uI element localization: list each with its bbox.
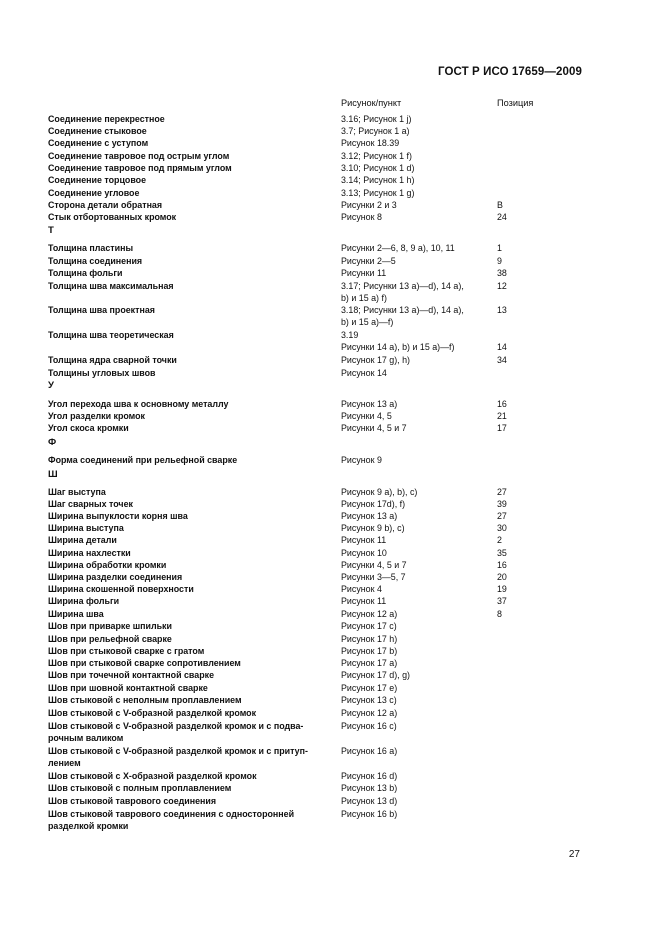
entry-term: Ширина выпуклости корня шва [48, 511, 188, 521]
entry-figure-ref: Рисунок 13 c) [341, 695, 397, 705]
entry-figure-ref: 3.18; Рисунки 13 a)—d), 14 a), [341, 305, 464, 315]
section-letter-row [0, 469, 661, 481]
index-entry [0, 242, 661, 254]
index-entry [0, 199, 661, 211]
entry-figure-ref: Рисунок 17 b) [341, 646, 398, 656]
entry-position: 39 [497, 499, 507, 509]
entry-position: 20 [497, 572, 507, 582]
entry-term: Ширина выступа [48, 523, 124, 533]
index-entry [0, 782, 661, 794]
entry-term: Ширина разделки соединения [48, 572, 183, 582]
entry-term: Шов стыковой с V-образной разделкой кромок и с притуп- [48, 746, 308, 756]
section-letter-row [0, 380, 661, 392]
entry-term: Шов стыковой таврового соединения [48, 796, 217, 806]
entry-term-continuation: лением [48, 758, 81, 769]
entry-position: 1 [497, 243, 502, 253]
index-entry [0, 657, 661, 669]
entry-figure-ref: Рисунок 12 a) [341, 708, 398, 718]
entry-figure-ref-continuation: b) и 15 a)—f) [341, 317, 394, 328]
index-entry [0, 187, 661, 199]
entry-term: Соединение с уступом [48, 138, 149, 148]
index-entry [0, 547, 661, 559]
entry-figure-ref: Рисунок 10 [341, 548, 387, 558]
entry-figure-ref: 3.17; Рисунки 13 a)—d), 14 a), [341, 281, 464, 291]
entry-figure-ref: Рисунок 13 b) [341, 783, 398, 793]
entry-position: 27 [497, 487, 507, 497]
entry-term: Шов при стыковой сварке сопротивлением [48, 658, 241, 668]
entry-term: Ширина детали [48, 535, 117, 545]
entry-term: Толщины угловых швов [48, 368, 156, 378]
entry-position: 16 [497, 399, 507, 409]
entry-figure-ref: Рисунок 12 a) [341, 609, 398, 619]
entry-figure-ref: Рисунок 13 d) [341, 796, 398, 806]
entry-figure-ref: 3.12; Рисунок 1 f) [341, 151, 412, 161]
entry-position: 2 [497, 535, 502, 545]
entry-term: Шов при стыковой сварке с гратом [48, 646, 205, 656]
section-letter-row [0, 225, 661, 237]
entry-term: Форма соединений при рельефной сварке [48, 455, 238, 465]
index-entry [0, 720, 661, 744]
entry-term-continuation: рочным валиком [48, 733, 124, 744]
entry-term: Шов стыковой с полным проплавлением [48, 783, 232, 793]
entry-position: 13 [497, 305, 507, 315]
section-letter-row [0, 437, 661, 449]
index-entry [0, 645, 661, 657]
entry-term-continuation: разделкой кромки [48, 821, 129, 832]
column-header-figure: Рисунок/пункт [341, 98, 402, 108]
entry-figure-ref: Рисунки 11 [341, 268, 387, 278]
entry-figure-ref: Рисунки 2—5 [341, 256, 396, 266]
entry-figure-ref: Рисунки 4, 5 и 7 [341, 423, 407, 433]
entry-figure-ref: 3.16; Рисунок 1 j) [341, 114, 412, 124]
entry-figure-ref: Рисунок 9 b), c) [341, 523, 405, 533]
index-entry [0, 354, 661, 366]
entry-term: Ширина нахлестки [48, 548, 131, 558]
index-entry [0, 486, 661, 498]
entry-figure-ref: Рисунок 9 [341, 455, 382, 465]
entry-position: 38 [497, 268, 507, 278]
entry-figure-ref: Рисунок 17 h) [341, 634, 398, 644]
index-entry [0, 795, 661, 807]
entry-term: Соединение угловое [48, 188, 140, 198]
entry-term: Шаг выступа [48, 487, 106, 497]
entry-term: Шаг сварных точек [48, 499, 133, 509]
entry-position: 34 [497, 355, 507, 365]
index-entry [0, 669, 661, 681]
entry-term: Толщина шва проектная [48, 305, 155, 315]
index-entry [0, 559, 661, 571]
column-header-position: Позиция [497, 98, 534, 108]
index-entry [0, 410, 661, 422]
index-entry [0, 534, 661, 546]
entry-term: Шов при точечной контактной сварке [48, 670, 215, 680]
entry-term: Ширина скошенной поверхности [48, 584, 194, 594]
entry-figure-ref: Рисунок 11 [341, 535, 387, 545]
entry-figure-ref: Рисунок 17 g), h) [341, 355, 410, 365]
entry-figure-ref: Рисунок 4 [341, 584, 382, 594]
index-entry [0, 398, 661, 410]
entry-term: Угол скоса кромки [48, 423, 129, 433]
section-letter: Ш [48, 469, 58, 480]
index-entry [0, 174, 661, 186]
entry-position: B [497, 200, 503, 210]
entry-term: Толщина фольги [48, 268, 123, 278]
index-entry [0, 267, 661, 279]
entry-figure-ref: Рисунок 18.39 [341, 138, 400, 148]
index-entry [0, 770, 661, 782]
entry-term: Шов стыковой с V-образной разделкой кромок и с подва- [48, 721, 304, 731]
entry-position: 19 [497, 584, 507, 594]
entry-term: Толщина ядра сварной точки [48, 355, 177, 365]
entry-term: Стык отбортованных кромок [48, 212, 177, 222]
entry-term: Соединение стыковое [48, 126, 147, 136]
entry-term: Соединение тавровое под острым углом [48, 151, 230, 161]
section-letter: У [48, 380, 54, 391]
index-entry [0, 150, 661, 162]
entry-term: Шов при рельефной сварке [48, 634, 172, 644]
entry-term: Шов при приварке шпильки [48, 621, 172, 631]
entry-term: Шов стыковой с неполным проплавлением [48, 695, 242, 705]
entry-figure-ref: Рисунок 16 b) [341, 809, 398, 819]
index-entry [0, 498, 661, 510]
entry-term: Угол разделки кромок [48, 411, 145, 421]
entry-figure-ref: Рисунок 17 a) [341, 658, 398, 668]
index-entry [0, 682, 661, 694]
entry-term: Толщина шва теоретическая [48, 330, 174, 340]
index-entry [0, 694, 661, 706]
entry-position: 17 [497, 423, 507, 433]
entry-term: Толщина соединения [48, 256, 143, 266]
entry-position: 30 [497, 523, 507, 533]
entry-figure-ref: Рисунок 13 a) [341, 399, 398, 409]
entry-figure-ref: Рисунки 4, 5 и 7 [341, 560, 407, 570]
entry-position: 9 [497, 256, 502, 266]
entry-position: 8 [497, 609, 502, 619]
entry-figure-ref: Рисунок 11 [341, 596, 387, 606]
index-entry [0, 304, 661, 328]
entry-figure-ref: Рисунок 17 e) [341, 683, 398, 693]
entry-figure-ref: 3.10; Рисунок 1 d) [341, 163, 415, 173]
entry-position: 37 [497, 596, 507, 606]
index-entry [0, 808, 661, 832]
index-entry [0, 571, 661, 583]
index-entry [0, 422, 661, 434]
entry-position: 35 [497, 548, 507, 558]
index-entry [0, 745, 661, 769]
entry-figure-ref: Рисунок 17 c) [341, 621, 397, 631]
entry-figure-ref: Рисунок 17d), f) [341, 499, 406, 509]
entry-figure-ref: 3.13; Рисунок 1 g) [341, 188, 415, 198]
entry-term: Угол перехода шва к основному металлу [48, 399, 229, 409]
entry-figure-ref: Рисунки 4, 5 [341, 411, 392, 421]
index-entry [0, 454, 661, 466]
entry-figure-ref: Рисунок 16 c) [341, 721, 397, 731]
entry-term: Шов при шовной контактной сварке [48, 683, 208, 693]
entry-figure-ref: Рисунок 13 a) [341, 511, 398, 521]
entry-position: 16 [497, 560, 507, 570]
section-letter: Т [48, 225, 54, 236]
entry-term: Шов стыковой с X-образной разделкой кромок [48, 771, 257, 781]
entry-position: 27 [497, 511, 507, 521]
index-entry [0, 137, 661, 149]
entry-figure-ref: Рисунки 2—6, 8, 9 a), 10, 11 [341, 243, 455, 253]
entry-figure-ref: 3.19 [341, 330, 359, 340]
index-entry [0, 510, 661, 522]
entry-figure-ref-continuation: b) и 15 a) f) [341, 293, 387, 304]
index-entry [0, 211, 661, 223]
entry-figure-ref: Рисунок 16 d) [341, 771, 398, 781]
entry-term: Соединение торцовое [48, 175, 147, 185]
entry-position: 21 [497, 411, 507, 421]
entry-term: Шов стыковой с V-образной разделкой кромок [48, 708, 257, 718]
index-entry [0, 113, 661, 125]
index-entry [0, 620, 661, 632]
page-number: 27 [568, 849, 580, 860]
entry-term: Сторона детали обратная [48, 200, 163, 210]
entry-figure-ref: Рисунок 17 d), g) [341, 670, 410, 680]
index-entry [0, 522, 661, 534]
entry-figure-ref: 3.7; Рисунок 1 a) [341, 126, 410, 136]
entry-figure-ref: Рисунки 3—5, 7 [341, 572, 406, 582]
entry-figure-ref: 3.14; Рисунок 1 h) [341, 175, 415, 185]
entry-term: Ширина шва [48, 609, 104, 619]
entry-figure-ref: Рисунок 9 a), b), c) [341, 487, 418, 497]
index-entry [0, 329, 661, 353]
index-entry [0, 125, 661, 137]
entry-figure-ref: Рисунок 14 [341, 368, 387, 378]
document-header: ГОСТ Р ИСО 17659—2009 [437, 66, 582, 78]
entry-term: Шов стыковой таврового соединения с односторонней [48, 809, 295, 819]
index-entry [0, 280, 661, 304]
entry-position: 12 [497, 281, 507, 291]
entry-term: Толщина пластины [48, 243, 134, 253]
index-entry [0, 367, 661, 379]
entry-figure-ref: Рисунок 8 [341, 212, 382, 222]
index-entry [0, 608, 661, 620]
section-letter: Ф [48, 437, 57, 448]
entry-position: 14 [497, 342, 507, 353]
entry-term: Толщина шва максимальная [48, 281, 174, 291]
index-entry [0, 162, 661, 174]
entry-term: Соединение тавровое под прямым углом [48, 163, 232, 173]
entry-figure-ref: Рисунки 2 и 3 [341, 200, 397, 210]
entry-figure-ref: Рисунок 16 a) [341, 746, 398, 756]
entry-term: Соединение перекрестное [48, 114, 165, 124]
index-entry [0, 633, 661, 645]
entry-figure-ref-continuation: Рисунки 14 a), b) и 15 a)—f) [341, 342, 455, 353]
entry-term: Ширина фольги [48, 596, 120, 606]
index-entry [0, 255, 661, 267]
index-entry [0, 707, 661, 719]
index-entry [0, 595, 661, 607]
entry-position: 24 [497, 212, 507, 222]
entry-term: Ширина обработки кромки [48, 560, 167, 570]
index-entry [0, 583, 661, 595]
